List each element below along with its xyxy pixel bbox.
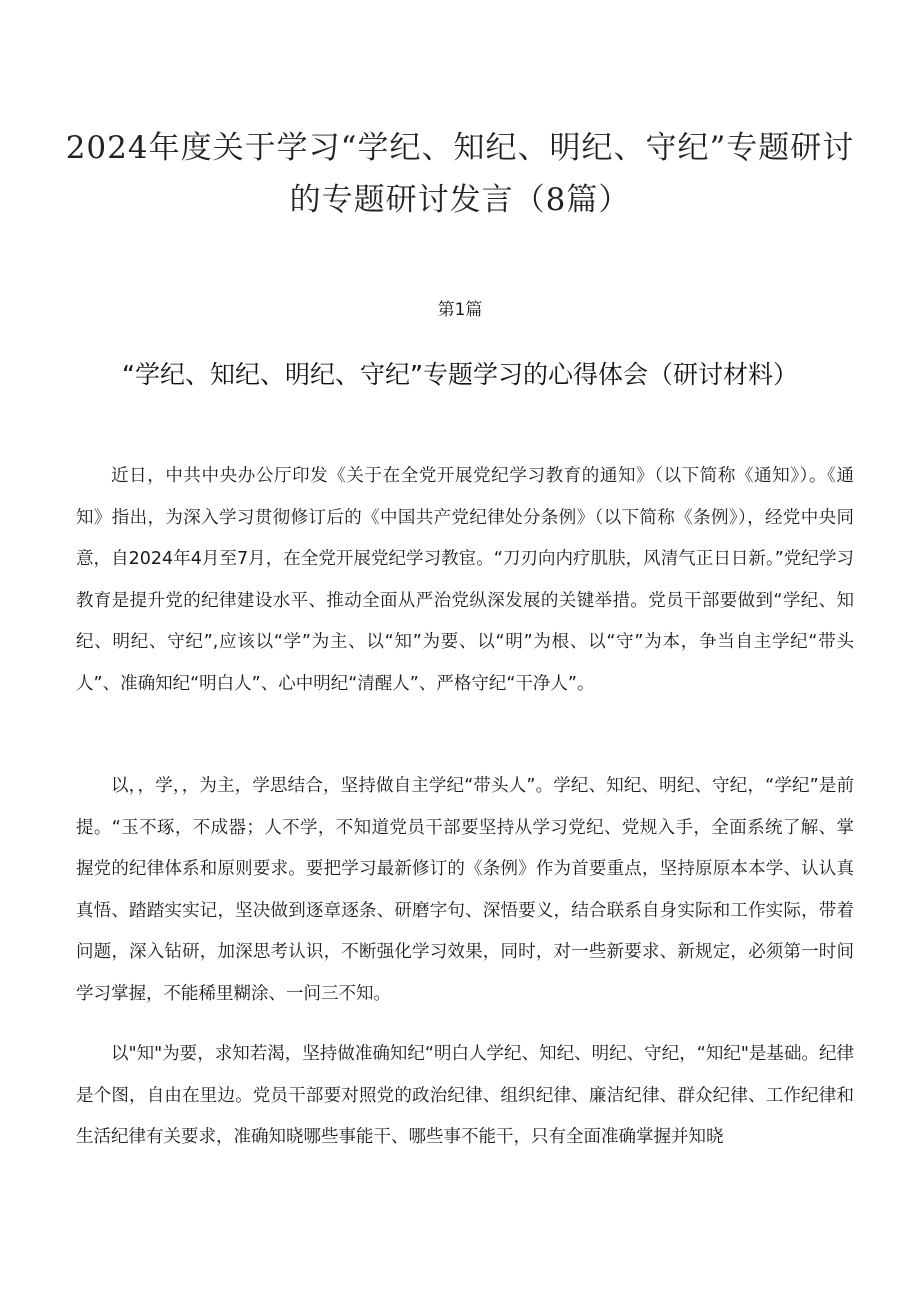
body-paragraph-2: 以，，学，，为主，学思结合，坚持做自主学纪“带头人”。学纪、知纪、明纪、守纪，“学纪”是前提。“玉不琢，不成器；人不学，不知道党员干部要坚持从学习党纪、党规入手，全面系统了解、掌握党的纪律体系和原则要求。要把学习最新修订的《条例》作为首要重点，坚持原原本本学、认认真真悟、踏踏实实记，坚决做到逐章逐条、研磨字句、深悟要义，结合联系自身实际和工作实际，带着问题，深入钻研，加深思考认识，不断强化学习效果，同时，对一些新要求、新规定，必须第一时间学习掌握，不能稀里糊涂、一问三不知。 <box>76 776 854 1004</box>
body-paragraph-1: 近日，中共中央办公厅印发《关于在全党开展党纪学习教育的通知》（以下简称《通知》）。《通知》指出，为深入学习贯彻修订后的《中国共产党纪律处分条例》（以下简称《条例》），经党中央同意，自2024年4月至7月，在全党开展党纪学习教宦。“刀刃向内疗肌肤，风清气正日日新。”党纪学习教育是提升党的纪律建设水平、推动全面从严治党纵深发展的关键举措。党员干部要做到“学纪、知纪、明纪、守纪”,应该以“学”为主、以“知”为要、以“明”为根、以“守”为本，争当自主学纪“带头人”、准确知纪“明白人”、心中明纪“清醒人”、严格守纪“干净人”。 <box>76 466 854 694</box>
body-paragraph-3: 以"知"为要，求知若渴，坚持做准确知纪“明白人学纪、知纪、明纪、守纪，“知纪"是基础。纪律是个图，自由在里边。党员干部要对照党的政治纪律、组织纪律、廉洁纪律、群众纪律、工作纪律和生活纪律有关要求，准确知晓哪些事能干、哪些事不能干，只有全面准确掌握并知晓 <box>76 1044 854 1147</box>
section-title: “学纪、知纪、明纪、守纪”专题学习的心得体会（研讨材料） <box>122 360 798 389</box>
section-number: 第1篇 <box>437 300 483 320</box>
document-title: 2024年度关于学习“学纪、知纪、明纪、守纪”专题研讨的专题研讨发言（8篇） <box>65 130 855 218</box>
